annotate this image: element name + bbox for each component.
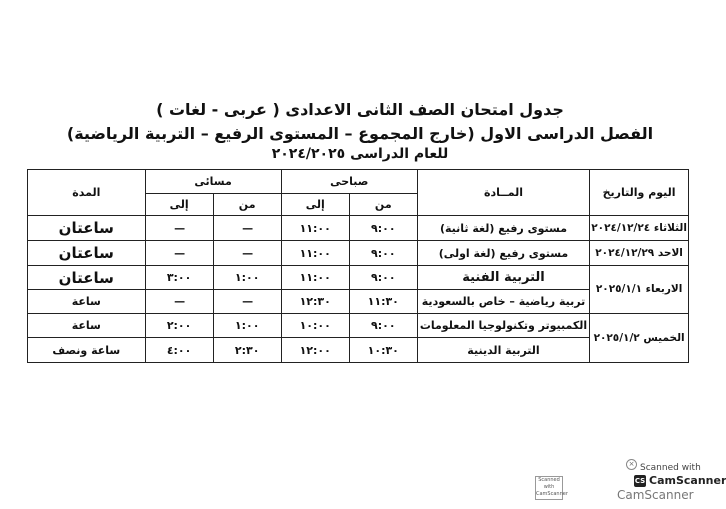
exam-schedule-table xyxy=(27,169,689,363)
morning-from-cell: ٩:٠٠ xyxy=(349,241,417,266)
evening-from-cell: ٢:٣٠ xyxy=(213,338,281,363)
header-evening-from: من xyxy=(213,194,281,216)
duration-cell: ساعة xyxy=(28,314,146,338)
duration-cell: ساعة ونصف xyxy=(28,338,146,363)
close-icon[interactable]: × xyxy=(626,459,637,470)
academic-year: للعام الدراسى ٢٠٢٤/٢٠٢٥ xyxy=(271,146,449,162)
evening-to-cell: ٤:٠٠ xyxy=(145,338,213,363)
morning-to-cell: ١٠:٠٠ xyxy=(281,314,349,338)
morning-to-cell: ١١:٠٠ xyxy=(281,266,349,290)
table-row xyxy=(28,241,689,266)
scanned-with-label: Scanned with xyxy=(640,463,701,473)
subject-cell: تربية رياضية – خاص بالسعودية xyxy=(417,290,589,314)
header-morning: صباحى xyxy=(281,170,417,194)
header-evening-to: إلى xyxy=(145,194,213,216)
day-cell: الاحد ٢٠٢٤/١٢/٢٩ xyxy=(590,241,689,266)
morning-to-cell: ١١:٠٠ xyxy=(281,241,349,266)
evening-to-cell: ٣:٠٠ xyxy=(145,266,213,290)
subject-cell: مستوى رفيع (لغة اولى) xyxy=(417,241,589,266)
duration-cell: ساعتان xyxy=(28,266,146,290)
camscanner-badge xyxy=(634,474,726,487)
morning-from-cell: ١٠:٣٠ xyxy=(349,338,417,363)
morning-from-cell: ٩:٠٠ xyxy=(349,266,417,290)
subject-cell: التربية الفنية xyxy=(417,266,589,290)
morning-from-cell: ١١:٣٠ xyxy=(349,290,417,314)
camscanner-watermark: CamScanner xyxy=(617,488,694,502)
evening-to-cell: ٢:٠٠ xyxy=(145,314,213,338)
header-evening: مسائى xyxy=(145,170,281,194)
table-row xyxy=(28,314,689,338)
day-cell: الثلاثاء ٢٠٢٤/١٢/٢٤ xyxy=(590,216,689,241)
morning-from-cell: ٩:٠٠ xyxy=(349,216,417,241)
document-title: جدول امتحان الصف الثانى الاعدادى ( عربى - لغات ) xyxy=(156,100,564,119)
evening-from-cell: — xyxy=(213,241,281,266)
table-row xyxy=(28,266,689,290)
table-row xyxy=(28,216,689,241)
duration-cell: ساعتان xyxy=(28,216,146,241)
evening-to-cell: — xyxy=(145,216,213,241)
scanner-stamp: Scanned with CamScanner xyxy=(535,476,563,500)
document-subtitle: الفصل الدراسى الاول (خارج المجموع – المستوى الرفيع – التربية الرياضية) xyxy=(66,124,654,143)
table-row xyxy=(28,338,689,363)
duration-cell: ساعتان xyxy=(28,241,146,266)
evening-from-cell: — xyxy=(213,290,281,314)
morning-to-cell: ١٢:٣٠ xyxy=(281,290,349,314)
header-duration: المدة xyxy=(28,170,146,216)
duration-cell: ساعة xyxy=(28,290,146,314)
camscanner-logo-icon: CS xyxy=(634,476,646,485)
morning-to-cell: ١١:٠٠ xyxy=(281,216,349,241)
morning-to-cell: ١٢:٠٠ xyxy=(281,338,349,363)
header-subject: المــادة xyxy=(417,170,589,216)
subject-cell: الكمبيوتر وتكنولوجيا المعلومات xyxy=(417,314,589,338)
day-cell: الخميس ٢٠٢٥/١/٢ xyxy=(590,314,689,363)
evening-to-cell: — xyxy=(145,241,213,266)
evening-to-cell: — xyxy=(145,290,213,314)
camscanner-name: CamScanner xyxy=(649,474,726,487)
table-row xyxy=(28,290,689,314)
header-day-date: اليوم والتاريخ xyxy=(590,170,689,216)
morning-from-cell: ٩:٠٠ xyxy=(349,314,417,338)
subject-cell: مستوى رفيع (لغة ثانية) xyxy=(417,216,589,241)
evening-from-cell: ١:٠٠ xyxy=(213,314,281,338)
header-morning-from: من xyxy=(349,194,417,216)
evening-from-cell: — xyxy=(213,216,281,241)
evening-from-cell: ١:٠٠ xyxy=(213,266,281,290)
day-cell: الاربعاء ٢٠٢٥/١/١ xyxy=(590,266,689,314)
header-morning-to: إلى xyxy=(281,194,349,216)
subject-cell: التربية الدينية xyxy=(417,338,589,363)
